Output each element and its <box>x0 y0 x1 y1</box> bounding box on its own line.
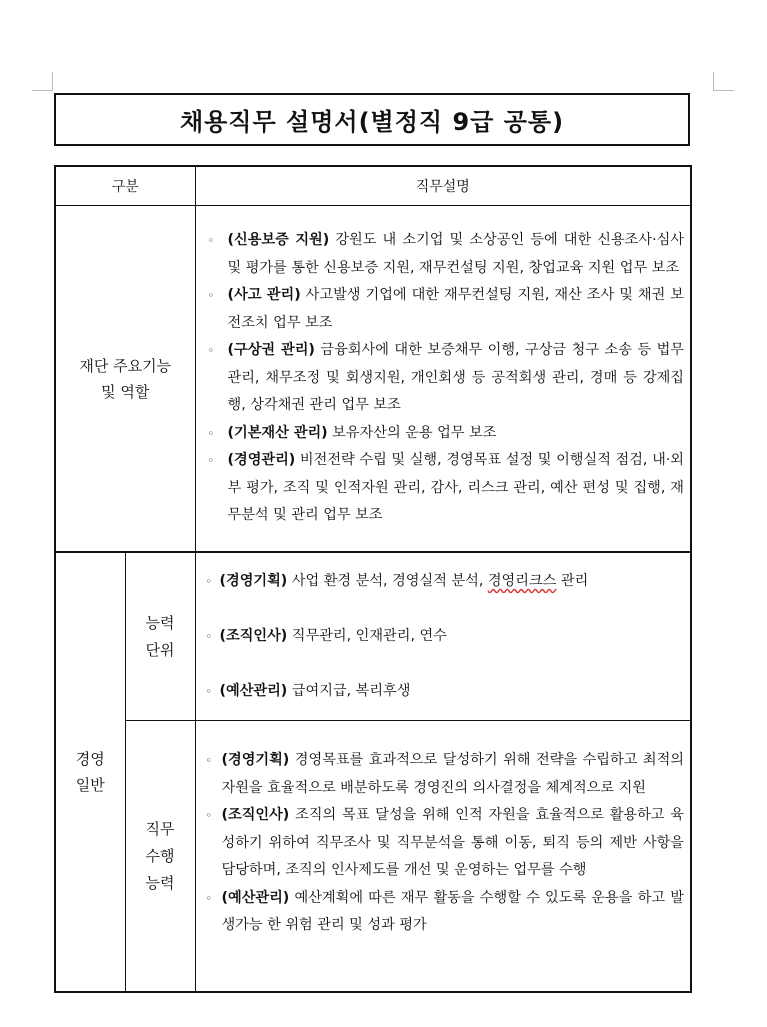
bullet-icon: ◦ <box>207 344 214 358</box>
foundation-item <box>202 282 685 337</box>
bullet-icon: ◦ <box>205 754 212 767</box>
bullet-icon: ◦ <box>205 685 212 698</box>
foundation-item-head: (경영관리) <box>227 452 296 469</box>
page-corner-mark-right <box>713 72 734 91</box>
capability-item-text: 급여지급, 복리후생 <box>287 683 411 699</box>
management-label-line2: 일반 <box>75 776 105 794</box>
bullet-icon: ◦ <box>207 234 214 248</box>
bullet-icon: ◦ <box>207 289 214 303</box>
table-header-row <box>55 166 691 206</box>
performance-item-text: 조직의 목표 달성을 위해 인적 자원을 효율적으로 활용하고 육성하기 위하여 직무조사 및 직무분석을 통해 이동, 퇴직 등의 제반 사항을 담당하며, 조직의 인사제도를 개선 및 운영하는 업무를 수행 <box>221 807 684 878</box>
foundation-label-cell <box>55 206 195 553</box>
capability-label-line1: 능력 <box>145 613 175 632</box>
capability-item-head: (경영기획) <box>219 573 288 589</box>
performance-label-line3: 능력 <box>145 873 175 892</box>
foundation-label-line1: 재단 주요기능 <box>79 356 172 375</box>
foundation-item-head: (신용보증 지원) <box>227 232 330 249</box>
performance-item-head: (예산관리) <box>221 889 290 906</box>
performance-label-line1: 직무 <box>145 819 175 838</box>
foundation-item <box>202 337 685 420</box>
performance-item <box>202 747 685 802</box>
management-label-cell <box>55 552 125 992</box>
foundation-item-text: 사고발생 기업에 대한 재무컨설팅 지원, 재산 조사 및 채권 보전조치 업무 보조 <box>227 287 684 331</box>
performance-label-line2: 수행 <box>145 846 175 865</box>
capability-item-text-end: 관리 <box>556 573 589 589</box>
foundation-item <box>202 447 685 530</box>
foundation-item <box>202 420 685 448</box>
foundation-row <box>55 206 691 553</box>
page-corner-mark-left <box>32 72 53 91</box>
performance-item-text: 경영목표를 효과적으로 달성하기 위해 전략을 수립하고 최적의 자원을 효율적으로 배분하도록 경영진의 의사결정을 체계적으로 지원 <box>221 752 684 796</box>
header-category: 구분 <box>55 166 195 206</box>
bullet-icon: ◦ <box>205 891 212 905</box>
performance-item-head: (경영기획) <box>221 752 290 768</box>
header-description: 직무설명 <box>195 166 691 206</box>
capability-row <box>55 552 691 721</box>
foundation-item-text: 금융회사에 대한 보증채무 이행, 구상금 청구 소송 등 법무관리, 채무조정 및 회생지원, 개인회생 등 공적회생 관리, 경매 등 강제집행, 상각채권 관리 업무 보조 <box>227 342 685 414</box>
foundation-item <box>202 227 685 282</box>
document-title-text: 채용직무 설명서(별정직 9급 공통) <box>179 108 565 136</box>
performance-description-cell <box>195 721 691 993</box>
capability-label-line2: 단위 <box>145 640 175 659</box>
bullet-icon: ◦ <box>207 454 214 468</box>
bullet-icon: ◦ <box>205 575 212 588</box>
job-description-table <box>54 165 692 993</box>
capability-item <box>202 678 685 705</box>
bullet-icon: ◦ <box>207 426 214 440</box>
capability-item-head: (예산관리) <box>219 683 288 699</box>
capability-item <box>202 623 685 650</box>
capability-description-cell <box>195 552 691 721</box>
bullet-icon: ◦ <box>205 630 212 643</box>
performance-label-cell <box>125 721 195 993</box>
management-label-line1: 경영 <box>75 750 105 768</box>
capability-item-text: 직무관리, 인재관리, 연수 <box>287 628 447 644</box>
performance-item <box>202 885 685 940</box>
performance-item <box>202 802 685 885</box>
foundation-item-head: (사고 관리) <box>227 287 301 304</box>
performance-item-head: (조직인사) <box>221 807 290 823</box>
bullet-icon: ◦ <box>205 809 212 822</box>
spellcheck-underlined-word: 경영리크스 <box>487 573 557 589</box>
performance-item-text: 예산계획에 따른 재무 활동을 수행할 수 있도록 운용을 하고 발생가능 한 위험 관리 및 성과 평가 <box>221 889 684 933</box>
capability-item <box>202 568 685 595</box>
foundation-item-text: 보유자산의 운용 업무 보조 <box>327 424 497 441</box>
foundation-item-text: 비전전략 수립 및 실행, 경영목표 설정 및 이행실적 점검, 내·외부 평가, 조직 및 인적자원 관리, 감사, 리스크 관리, 예산 편성 및 집행, 재무분석 및 관리 업무 보조 <box>227 452 684 524</box>
foundation-item-text: 강원도 내 소기업 및 소상공인 등에 대한 신용조사·심사 및 평가를 통한 신용보증 지원, 재무컨설팅 지원, 창업교육 지원 업무 보조 <box>227 232 685 276</box>
capability-label-cell <box>125 552 195 721</box>
capability-item-head: (조직인사) <box>219 628 288 644</box>
foundation-description-cell <box>195 206 691 553</box>
document-title <box>54 93 690 146</box>
foundation-item-head: (구상권 관리) <box>227 342 315 359</box>
foundation-label-line2: 및 역할 <box>101 382 150 401</box>
capability-item-text: 사업 환경 분석, 경영실적 분석, <box>287 573 488 589</box>
performance-row <box>55 721 691 993</box>
foundation-item-head: (기본재산 관리) <box>227 424 328 441</box>
